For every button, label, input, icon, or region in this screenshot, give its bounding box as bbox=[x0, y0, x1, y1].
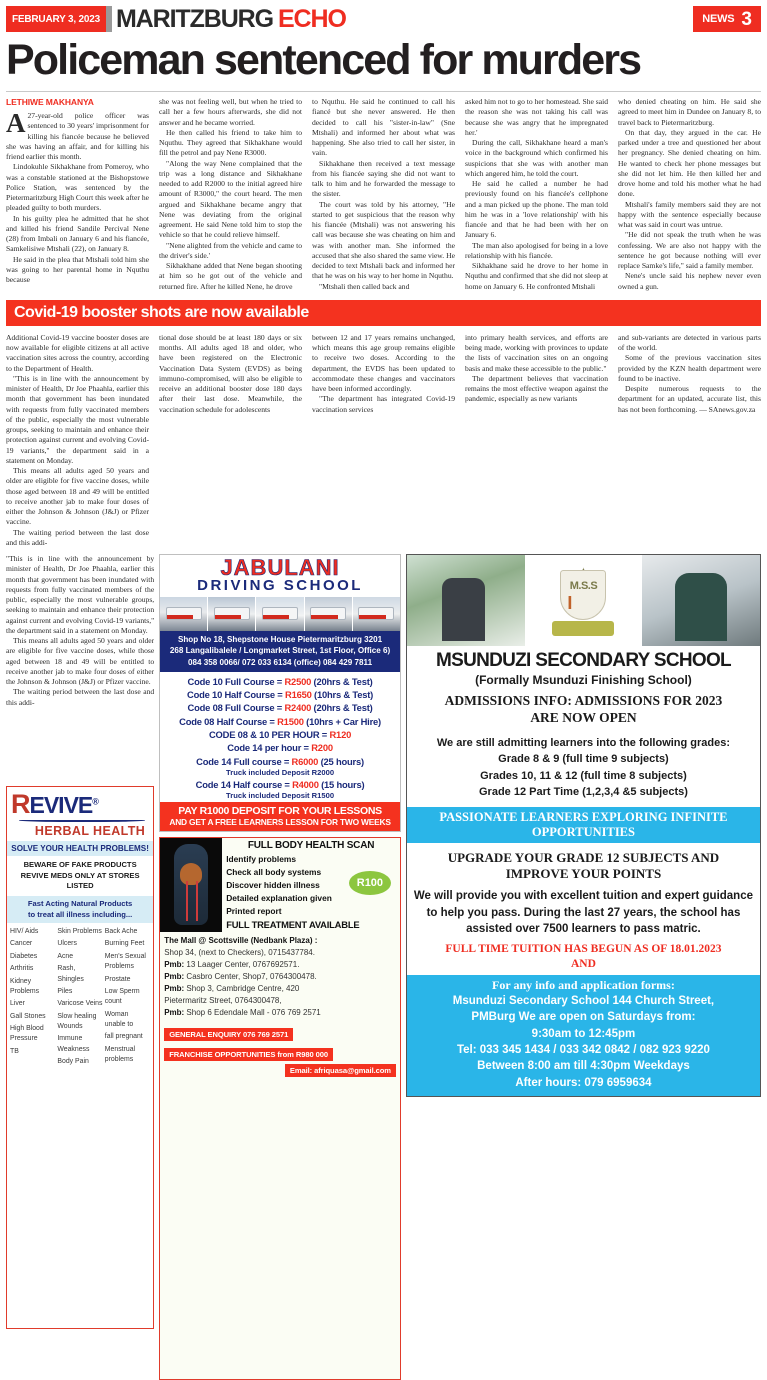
upgrade-line-2: IMPROVE YOUR POINTS bbox=[505, 866, 662, 881]
address-bold: Pmb: bbox=[164, 1008, 185, 1018]
list-item: Piles bbox=[57, 987, 73, 995]
price-row bbox=[162, 741, 398, 754]
list-item: Ulcers bbox=[57, 940, 77, 948]
list-item: Cancer bbox=[10, 940, 33, 948]
list-item: Back Ache bbox=[104, 928, 138, 936]
contact-intro: For any info and application forms: bbox=[492, 977, 675, 992]
story-text bbox=[159, 97, 302, 292]
address-line bbox=[164, 971, 396, 983]
price-label: Code 14 Full course = bbox=[196, 755, 292, 767]
page-number: 3 bbox=[741, 8, 752, 30]
story-text bbox=[312, 97, 455, 292]
paragraph: The waiting period between the last dose and this addi- bbox=[6, 687, 155, 707]
story-column-1 bbox=[6, 97, 149, 292]
paragraph: "This is in line with the announcement by minister of Health, Dr Joe Phaahla, earlier this month that government has been inundated with requests from fully vaccinated members of the public, especially the most vulnerable groups, seeking to maintain and enhance their protection against current and evolving Covid-19 variants," the department said in a statement on Monday. bbox=[6, 554, 155, 635]
story-text bbox=[465, 97, 608, 292]
admissions-line-1: ADMISSIONS INFO: ADMISSIONS FOR 2023 bbox=[444, 693, 723, 708]
paragraph: Sikhakhane said he drove to her home in Nquthu and confirmed that she did not sleep at home on January 6. He confronted Mtshali bbox=[465, 261, 608, 291]
revive-tagline: HERBAL HEALTH bbox=[34, 824, 146, 838]
revive-fast-acting-banner bbox=[7, 896, 153, 923]
list-item: Gall Stones bbox=[10, 1012, 46, 1020]
paragraph: to Nquthu. He said he continued to call his fiancé but she never answered. He then decided to call his "sister-in-law" (Sne Mtshali) and informed her about what was happening. She also tried to call her sister, in vain. bbox=[312, 97, 455, 158]
price-value: R2400 bbox=[284, 702, 312, 714]
headline-rule bbox=[6, 91, 761, 92]
publication-title bbox=[116, 6, 693, 32]
school-photos bbox=[407, 555, 760, 646]
paragraph: "Along the way Nene complained that the trip was a long distance and Sikhakhane needed to add R2000 to the initial agreed hire amount of R3000," the court heard. The men argued and Sikhakhane became angry that Nene was deviating from the original agreement. He said Nene told him to stop the vehicle so that he could relieve himself. bbox=[159, 158, 302, 240]
address-line bbox=[164, 935, 396, 947]
price-row bbox=[162, 701, 398, 714]
address-line: 084 358 0066/ 072 033 6134 (office) 084 429 7811 bbox=[188, 657, 373, 667]
school-promise-text: We will provide you with excellent tuition and expert guidance to help you pass. During the last 27 years, the school has assisted over 7500 learners to pass matric. bbox=[413, 890, 753, 935]
address-bold: Pmb: bbox=[164, 984, 185, 994]
franchise-opportunities-button[interactable]: FRANCHISE OPPORTUNITIES from R980 000 bbox=[164, 1048, 333, 1061]
list-item: Grade 8 & 9 (full time 9 subjects) bbox=[498, 753, 669, 766]
revive-logo-rest: EVIVE bbox=[29, 792, 93, 818]
grades-intro: We are still admitting learners into the following grades: bbox=[436, 736, 731, 749]
list-item: Menstrual problems bbox=[104, 1045, 136, 1064]
price-row bbox=[162, 675, 398, 688]
address-line: Shop No 18, Shepstone House Pietermaritzburg 3201 bbox=[177, 634, 383, 644]
paragraph: tional dose should be at least 180 days or six months. All adults aged 18 and older, who have been registered on the Electronic Vaccination Data System (EVDS) as being immuno-compromised, will also be eligible to receive an additional booster dose 180 days after their last dose. Meanwhile, the vaccination schedule for adolescents bbox=[159, 332, 302, 414]
contact-line: Between 8:00 am till 4:30pm Weekdays bbox=[477, 1060, 690, 1073]
list-item: Burning Feet bbox=[104, 940, 145, 948]
covid-text bbox=[159, 333, 302, 415]
list-item: Prostate bbox=[104, 975, 131, 983]
covid-text-continued bbox=[6, 554, 154, 786]
price-label: Code 14 Half course = bbox=[195, 778, 293, 790]
upgrade-line-1: UPGRADE YOUR GRADE 12 SUBJECTS AND bbox=[447, 849, 720, 865]
contact-line: Tel: 033 345 1434 / 033 342 0842 / 082 923 9220 bbox=[456, 1043, 710, 1056]
crest-letter-i: I bbox=[567, 593, 573, 614]
paragraph: asked him not to go to her homestead. She said the reason she was not taking his call was because she was angry that he impregnated her.' bbox=[465, 97, 608, 137]
paragraph: The waiting period between the last dose and this addi- bbox=[6, 527, 149, 547]
paragraph: In his guilty plea he admitted that he shot and killed his friend Sandile Percival Nene (28) from Imbali on January 6 and his fiancée, Samkelisiwe Mtshali (22), on January 8. bbox=[6, 213, 149, 254]
deposit-note: Truck included Deposit R2000 bbox=[226, 768, 335, 778]
offer-line-2: AND GET A FREE LEARNERS LESSON FOR TWO WEEKS bbox=[169, 817, 391, 828]
scan-top bbox=[160, 838, 400, 932]
jabulani-vehicle-photos bbox=[160, 597, 400, 631]
paragraph: Some of the previous vaccination sites provided by the KZN health department were found to be inactive. bbox=[618, 353, 761, 383]
advert-middle-column bbox=[159, 554, 401, 1097]
list-item: fall pregnant bbox=[104, 1033, 143, 1041]
covid-column-1 bbox=[6, 333, 149, 548]
lead-story-columns bbox=[6, 97, 761, 292]
paragraph: she was not feeling well, but when he tried to call her a few hours afterwards, she did not answer and he became worried. bbox=[159, 97, 302, 127]
list-item: Diabetes bbox=[10, 952, 38, 960]
list-item: Slow healing Wounds bbox=[57, 1012, 97, 1030]
vehicle-photo bbox=[305, 597, 353, 631]
ailments-column-1 bbox=[10, 927, 55, 1069]
swoosh-icon bbox=[19, 818, 145, 822]
school-crest-icon bbox=[552, 564, 614, 638]
story-column-2 bbox=[159, 97, 302, 292]
scan-full-treatment: FULL TREATMENT AVAILABLE bbox=[226, 919, 360, 931]
price-row bbox=[162, 778, 398, 791]
school-grades-list bbox=[407, 735, 760, 801]
paragraph: "He did not speak the truth when he was confessing. We are also not happy with the sentence he got because nothing will ever replace Samke's life," said a family member. bbox=[618, 230, 761, 270]
price-value: R1500 bbox=[277, 715, 304, 727]
price-label: Code 14 per hour = bbox=[227, 742, 312, 754]
address-line: 268 Langalibalele / Longmarket Street, 1st Floor, Office 6) bbox=[169, 646, 391, 656]
student-photo-right bbox=[642, 555, 760, 646]
jabulani-offer-footer bbox=[160, 802, 400, 831]
list-item: Liver bbox=[10, 1000, 25, 1008]
vehicle-photo bbox=[256, 597, 304, 631]
list-item: Body Pain bbox=[57, 1058, 89, 1066]
scan-title: FULL BODY HEALTH SCAN bbox=[247, 840, 375, 852]
price-note: (25 hours) bbox=[318, 755, 364, 767]
list-item: High Blood Pressure bbox=[10, 1025, 44, 1043]
advert-zone bbox=[6, 554, 761, 1097]
msunduzi-school-ad[interactable] bbox=[406, 554, 761, 1097]
address-line bbox=[164, 983, 396, 995]
covid-text bbox=[312, 333, 455, 415]
paragraph: This means all adults aged 50 years and older are eligible for five vaccine doses, while those aged between 18 and 49 will be entitled to receive another jab to make four doses of either the Johnson & Johnson (J&J) or Pfizer vaccine. bbox=[6, 466, 149, 527]
advert-left-column bbox=[6, 554, 154, 1097]
story-text bbox=[6, 108, 149, 285]
masthead-divider bbox=[106, 6, 112, 32]
slogan-line-2: OPPORTUNITIES bbox=[531, 824, 635, 839]
price-row bbox=[162, 755, 398, 768]
revive-wordmark bbox=[11, 791, 149, 818]
price-note: (20hrs & Test) bbox=[311, 702, 373, 714]
covid-text bbox=[618, 333, 761, 415]
price-value: R2500 bbox=[284, 675, 312, 687]
covid-column-4 bbox=[465, 333, 608, 548]
section-label: NEWS bbox=[702, 13, 735, 25]
covid-column-2 bbox=[159, 333, 302, 548]
address-line bbox=[164, 1007, 396, 1019]
contact-line: PMBurg We are open on Saturdays from: bbox=[471, 1011, 696, 1024]
list-item: Check all body systems bbox=[226, 867, 322, 878]
vehicle-photo bbox=[160, 597, 208, 631]
publication-title-accent: ECHO bbox=[277, 4, 346, 33]
list-item: Rash, Shingles bbox=[57, 965, 84, 983]
list-item: Arthritis bbox=[10, 965, 34, 973]
publication-date: FEBRUARY 3, 2023 bbox=[6, 6, 106, 32]
school-name: MSUNDUZI SECONDARY SCHOOL bbox=[435, 650, 731, 671]
paragraph: On that day, they argued in the car. He parked under a tree and questioned her about her pregnancy. She denied cheating on him. He wanted to check her phone messages but she did not let him. He then killed her and drove home and told his mother what he had done. bbox=[618, 127, 761, 199]
list-item: Grade 12 Part Time (1,2,3,4 &5 subjects) bbox=[479, 786, 688, 799]
list-item: Immune Weakness bbox=[57, 1035, 90, 1053]
jabulani-logo bbox=[160, 555, 400, 595]
deposit-note: Truck included Deposit R1500 bbox=[226, 791, 335, 801]
paragraph: The department believes that vaccination remains the most effective weapon against the pandemic, especially as new variants bbox=[465, 373, 608, 404]
byline: LETHIWE MAKHANYA bbox=[6, 97, 94, 107]
vehicle-photo bbox=[208, 597, 256, 631]
price-label: Code 10 Full Course = bbox=[187, 675, 285, 687]
school-contact-block[interactable] bbox=[407, 975, 760, 1096]
price-row bbox=[162, 688, 398, 701]
covid-text bbox=[465, 333, 608, 405]
list-item: Detailed explanation given bbox=[226, 893, 332, 904]
paragraph: He said in the plea that Mtshali told him she was going to her parental home in Nquthu because bbox=[6, 254, 149, 284]
price-value: R200 bbox=[311, 742, 333, 754]
revive-solve-banner: SOLVE YOUR HEALTH PROBLEMS! bbox=[7, 841, 153, 856]
offer-line-1: PAY R1000 DEPOSIT FOR YOUR LESSONS bbox=[178, 805, 382, 818]
masthead bbox=[6, 6, 761, 32]
jabulani-driving-school-ad[interactable] bbox=[159, 554, 401, 832]
paragraph: He said he called a number he had previously found on his fiancée's cellphone and a man picked up the phone. The man told him he was in a 'love relationship' with his fiancée and that he had been with her on January 6. bbox=[465, 179, 608, 240]
price-note: (15 hours) bbox=[318, 778, 365, 790]
covid-story-columns bbox=[6, 333, 761, 548]
paragraph: Lindokuhle Sikhakhane from Pomeroy, who was a constable stationed at the Bishopstowe Police Station, was sentenced by the Pietermaritzburg High Court this week after he pleaded guilty to both murders. bbox=[6, 162, 149, 213]
ailments-column-3 bbox=[105, 927, 150, 1069]
list-item: Identify problems bbox=[226, 854, 297, 865]
jabulani-name: JABULANI bbox=[220, 555, 340, 580]
price-label: Code 08 Half Course = bbox=[179, 715, 278, 727]
address-line bbox=[164, 959, 396, 971]
list-item: TB bbox=[10, 1047, 19, 1055]
paragraph: "Mtshali then called back and bbox=[319, 281, 410, 291]
covid-column-3 bbox=[312, 333, 455, 548]
crest-initials: M.S.S bbox=[569, 579, 598, 592]
story-column-3 bbox=[312, 97, 455, 292]
paragraph: "The department has integrated Covid-19 vaccination services bbox=[312, 394, 455, 414]
covid-column-5 bbox=[618, 333, 761, 548]
paragraph: Nene's uncle said his nephew never even owned a gun. bbox=[618, 271, 761, 291]
newspaper-page bbox=[0, 6, 767, 1119]
paragraph: Sikhakhane then received a text message from his fiancée saying she did not want to talk to him and he forwarded the message to the sister. bbox=[312, 158, 455, 199]
school-slogan-banner bbox=[407, 807, 760, 843]
registered-mark-icon: ® bbox=[92, 796, 98, 807]
tuition-line-2: AND bbox=[570, 957, 596, 970]
paragraph: The court was told by his attorney, "He started to get suspicious that the reason why his fiancée (Mtshali) was not answering his call was because she was cheating on him and was with another man. She informed the accused that she also shared the same view. He decided to text Mtshali back and informed her that he was on his way to her home in Nquthu. bbox=[312, 199, 455, 281]
email-button[interactable]: Email: afriquasa@gmail.com bbox=[285, 1064, 396, 1077]
paragraph: During the call, Sikhakhane heard a man's voice in the background which confirmed his suspicions that she was with another man which angered him, he told the court. bbox=[465, 138, 608, 178]
ailments-column-2 bbox=[57, 927, 102, 1069]
address-bold: The Mall @ Scottsville (Nedbank Plaza) : bbox=[164, 936, 318, 946]
paragraph: Additional Covid-19 vaccine booster doses are now available for eligible citizens at all active vaccination sites across the country, according to the Department of Health. bbox=[6, 332, 149, 373]
price-row bbox=[162, 728, 398, 741]
paragraph: The man also apologised for being in a love relationship with his fiancée. bbox=[465, 240, 608, 260]
price-value: R1650 bbox=[285, 689, 312, 701]
paragraph: A27-year-old police officer was sentenced to 30 years' imprisonment for killing his fiancée because he believed she was having an affair, and for killing his friend earlier this month. bbox=[6, 108, 149, 161]
price-note: (10hrs + Car Hire) bbox=[303, 715, 381, 727]
revive-logo-initial: R bbox=[11, 789, 30, 819]
list-item: Discover hidden illness bbox=[226, 880, 320, 891]
contact-line: Msunduzi Secondary School 144 Church Street, bbox=[452, 994, 715, 1007]
price-row bbox=[162, 715, 398, 728]
student-photo-left bbox=[407, 555, 525, 646]
price-value: R4000 bbox=[292, 778, 319, 790]
school-admissions-info bbox=[407, 693, 760, 727]
anatomy-figure-image bbox=[160, 838, 222, 932]
address-line: Shop 34, (next to Checkers), 0715437784. bbox=[164, 948, 315, 958]
vehicle-photo bbox=[353, 597, 400, 631]
fast-line-1: Fast Acting Natural Products bbox=[27, 898, 133, 908]
list-item: Grades 10, 11 & 12 (full time 8 subjects) bbox=[480, 769, 687, 782]
paragraph: Despite numerous requests to the department for an updated, accurate list, this has not been forthcoming. — SAnews.gov.za bbox=[618, 384, 761, 414]
slogan-line-1: PASSIONATE LEARNERS EXPLORING INFINITE bbox=[439, 809, 728, 824]
list-item: Printed report bbox=[226, 906, 282, 917]
jabulani-subtitle: DRIVING SCHOOL bbox=[197, 577, 363, 594]
paragraph: between 12 and 17 years remains unchanged, which means this age group remains eligible to receive two doses. According to the department, the EVDS has been updated to accommodate these changes and vaccinators have been informed accordingly. bbox=[312, 332, 455, 393]
jabulani-price-list bbox=[160, 672, 400, 802]
price-note: (10hrs & Test) bbox=[311, 689, 374, 701]
list-item: Low Sperm count bbox=[104, 987, 140, 1006]
list-item: Men's Sexual Problems bbox=[104, 952, 146, 971]
jabulani-address bbox=[160, 631, 400, 672]
story-column-4 bbox=[465, 97, 608, 292]
paragraph: into primary health services, and efforts are being made, working with provinces to update the lists of vaccination sites on an ongoing basis and make these accessible to the public." bbox=[465, 332, 608, 373]
list-item: Skin Problems bbox=[57, 928, 102, 936]
address-rest: 13 Laager Center, 0767692571. bbox=[184, 960, 300, 970]
revive-logo bbox=[7, 787, 153, 838]
address-rest: Shop 6 Edendale Mall - 076 769 2571 bbox=[184, 1008, 321, 1018]
address-rest: Casbro Center, Shop7, 0764300478. bbox=[184, 972, 317, 982]
beware-line-2: REVIVE MEDS ONLY AT STORES LISTED bbox=[20, 870, 140, 891]
contact-line: 9:30am to 12:45pm bbox=[531, 1027, 636, 1040]
tuition-line-1: FULL TIME TUITION HAS BEGUN AS OF 18.01.2023 bbox=[445, 943, 722, 956]
paragraph: He then called his friend to take him to Nquthu. They agreed that Sikhakhane would fill the petrol and pay Nene R3000. bbox=[159, 127, 302, 158]
price-badge: R100 bbox=[349, 871, 391, 895]
address-bold: Pmb: bbox=[164, 972, 185, 982]
covid-story-banner: Covid-19 booster shots are now available bbox=[6, 300, 761, 326]
school-crest-photo bbox=[525, 555, 643, 646]
contact-line: After hours: 079 6959634 bbox=[515, 1076, 652, 1089]
full-body-scan-ad[interactable] bbox=[159, 837, 401, 1380]
general-enquiry-button[interactable]: GENERAL ENQUIRY 076 769 2571 bbox=[164, 1028, 293, 1041]
paragraph: "Nene alighted from the vehicle and came to the driver's side.' bbox=[159, 240, 302, 260]
school-tuition-notice bbox=[407, 942, 760, 971]
school-former-name: (Formally Msunduzi Finishing School) bbox=[475, 673, 692, 687]
address-bold: Pmb: bbox=[164, 960, 185, 970]
list-item: HIV/ Aids bbox=[10, 928, 39, 936]
paragraph: This means all adults aged 50 years and older are eligible for five vaccine doses, while those aged between 18 and 49 will be entitled to receive another jab to make four doses of either the Johnson & Johnson (J&J) or Pfizer vaccine. bbox=[6, 636, 155, 686]
list-item: Varicose Veins bbox=[57, 1000, 103, 1008]
price-label: Code 08 Full Course = bbox=[187, 702, 285, 714]
price-note: (20hrs & Test) bbox=[311, 675, 373, 687]
covid-text bbox=[6, 333, 149, 548]
list-item: Woman unable to bbox=[104, 1010, 134, 1028]
price-value: R6000 bbox=[291, 755, 319, 767]
fast-line-2: to treat all illness including... bbox=[27, 909, 133, 919]
paragraph: Mtshali's family members said they are not happy with the sentence especially because what was said in court was untrue. bbox=[618, 199, 761, 229]
list-item: Kidney Problems bbox=[10, 977, 40, 995]
story-text bbox=[618, 97, 761, 292]
address-line: Pietermaritz Street, 0764300478, bbox=[164, 996, 282, 1006]
revive-ailments-list bbox=[7, 923, 153, 1073]
paragraph: Sikhakhane added that Nene began shooting at him so he got out of the vehicle and returned fire. After he killed Nene, he drove bbox=[159, 261, 302, 291]
advert-right-column bbox=[406, 554, 761, 1097]
beware-line-1: BEWARE OF FAKE PRODUCTS bbox=[23, 860, 137, 869]
headline: Policeman sentenced for murders bbox=[6, 36, 641, 84]
school-upgrade-heading bbox=[407, 850, 760, 883]
paragraph: "This is in line with the announcement by minister of Health, Dr Joe Phaahla, earlier this month that government has been inundated with requests from fully vaccinated members of the public, especially the most vulnerable groups, seeking to maintain and enhance their protection against current and evolving Covid-19 variants," the department said in a statement on Monday. bbox=[6, 373, 149, 465]
section-badge bbox=[693, 6, 761, 32]
price-label: Code 10 Half Course = bbox=[187, 689, 285, 701]
list-item: Acne bbox=[57, 952, 74, 960]
price-value: R120 bbox=[329, 729, 352, 741]
admissions-line-2: ARE NOW OPEN bbox=[530, 709, 637, 725]
scan-contact-buttons bbox=[160, 1022, 400, 1084]
scan-store-addresses bbox=[160, 932, 400, 1022]
story-column-5 bbox=[618, 97, 761, 292]
revive-beware-notice bbox=[7, 856, 153, 896]
revive-herbal-ad[interactable] bbox=[6, 786, 154, 1329]
paragraph: and sub-variants are detected in various parts of the world. bbox=[618, 332, 761, 352]
price-label: CODE 08 & 10 PER HOUR = bbox=[208, 729, 330, 741]
publication-title-main: MARITZBURG bbox=[115, 4, 273, 33]
address-rest: Shop 3, Cambridge Centre, 420 bbox=[184, 984, 300, 994]
paragraph: who denied cheating on him. He said she agreed to meet him in Dundee on January 8, to travel back to Pietermaritzburg. bbox=[618, 97, 761, 127]
